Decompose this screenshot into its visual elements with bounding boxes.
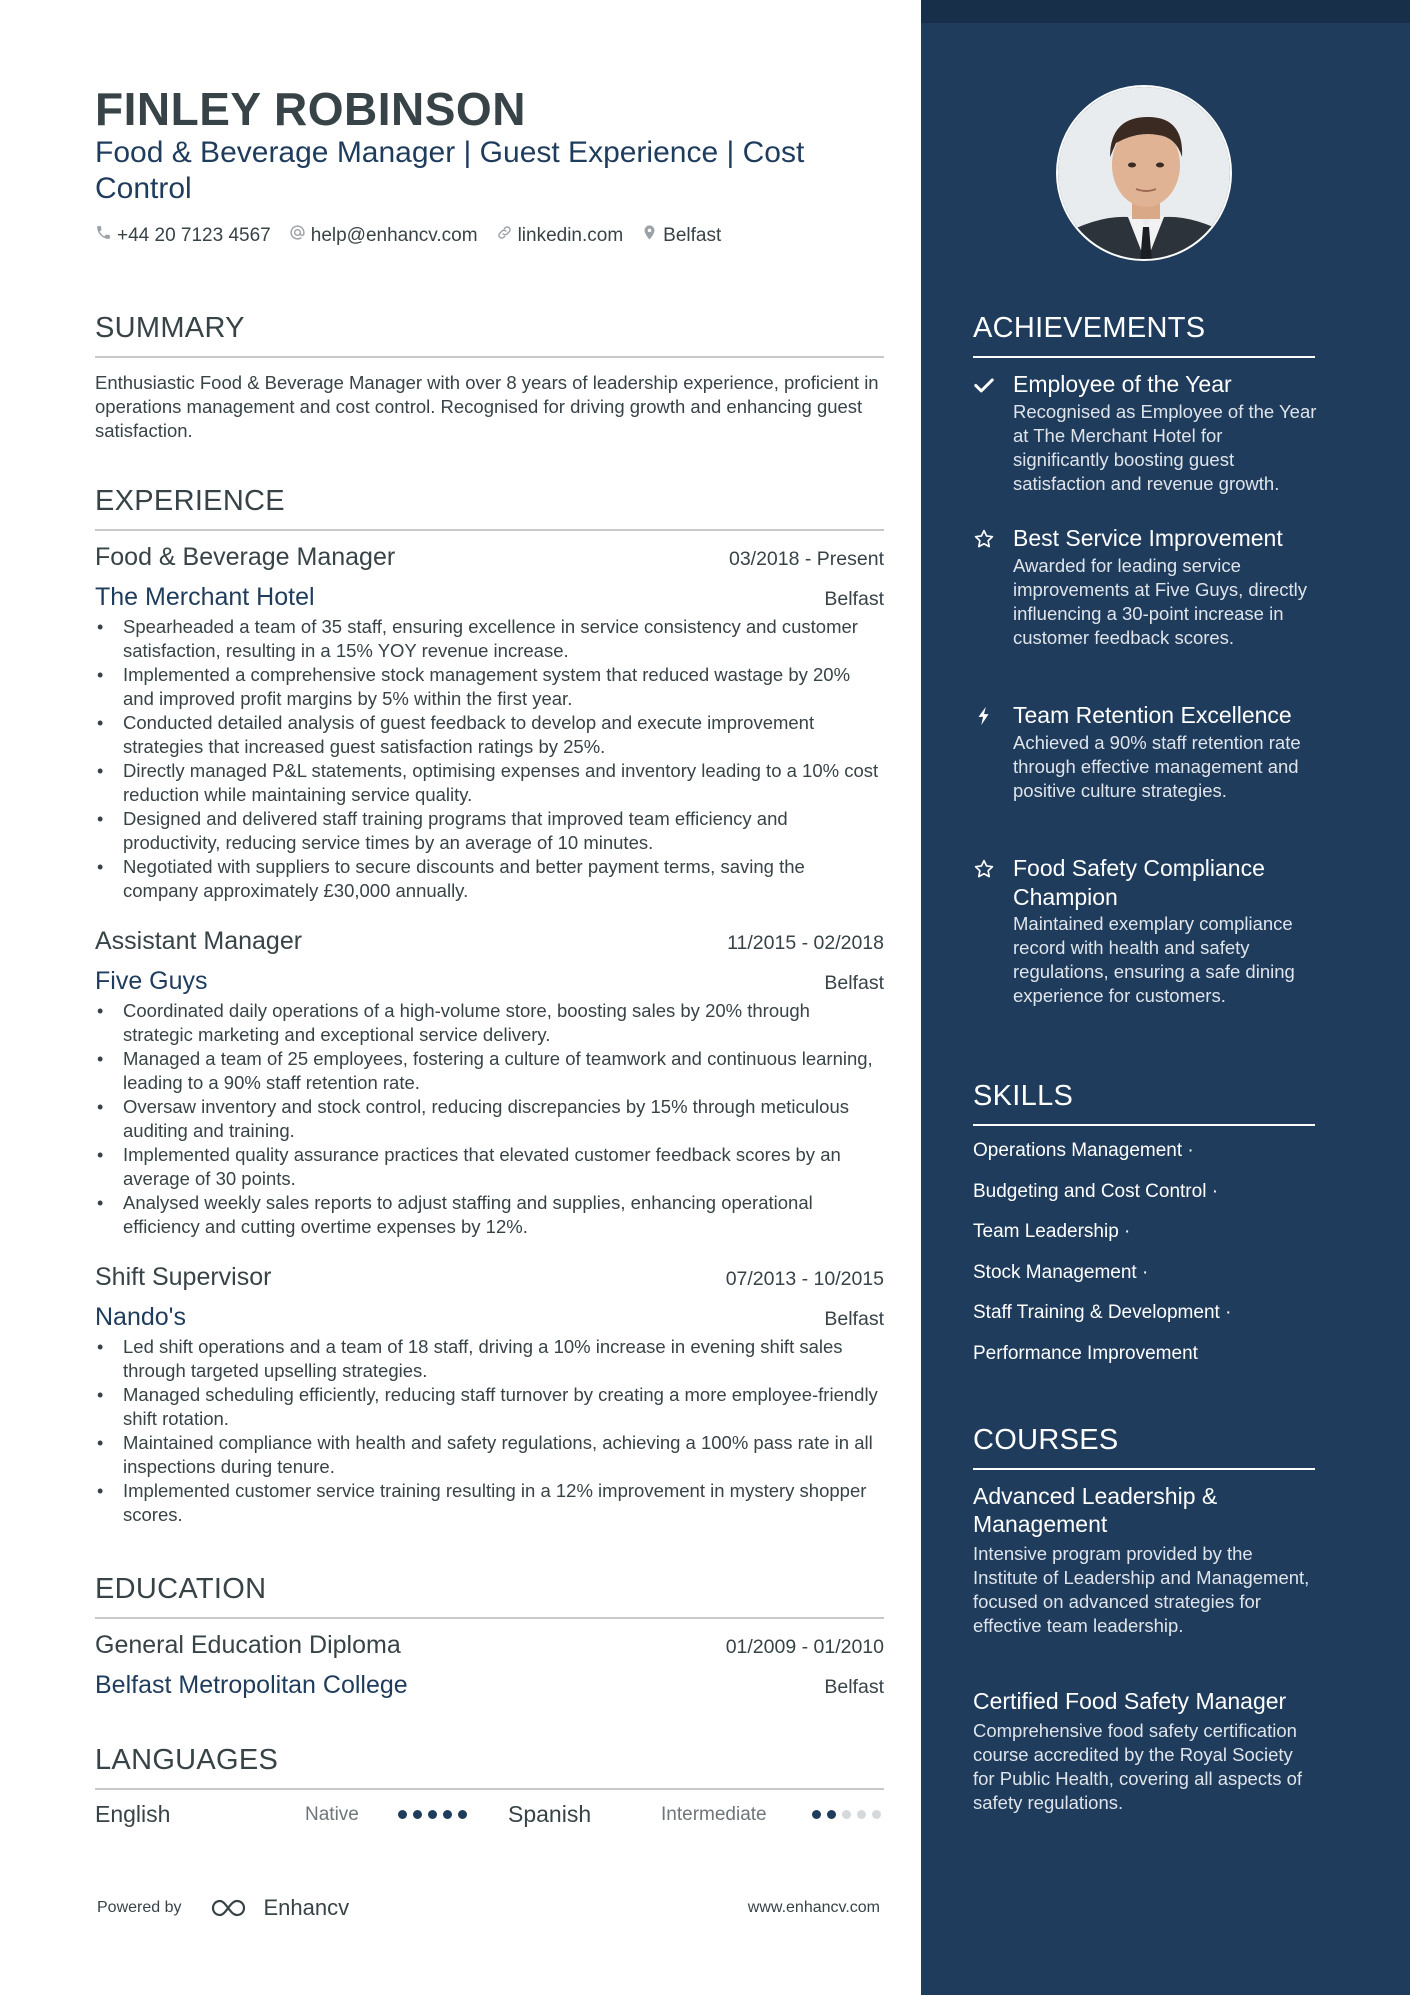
enhancv-logo[interactable]	[210, 1895, 350, 1921]
skill-separator: ·	[1211, 1181, 1219, 1202]
language-level: Intermediate	[661, 1803, 767, 1825]
skill-separator: ·	[1141, 1262, 1149, 1283]
course-title: Certified Food Safety Manager	[973, 1688, 1287, 1714]
experience-entry	[95, 541, 884, 903]
list-item: • Managed a team of 25 employees, fostering a culture of teamwork and continuous learning, leading to a 90% staff retention rate.	[95, 1047, 884, 1095]
achievement-item	[973, 524, 1318, 650]
rating-dot	[458, 1810, 467, 1819]
skill-label: Stock Management	[973, 1262, 1137, 1283]
summary-heading: SUMMARY	[95, 310, 884, 358]
achievement-item	[973, 370, 1318, 496]
footer-website[interactable]: www.enhancv.com	[747, 1899, 880, 1916]
achievements-heading: ACHIEVEMENTS	[973, 310, 1315, 358]
location-text: Belfast	[663, 224, 722, 246]
job-bullets	[95, 615, 884, 903]
list-item: • Implemented quality assurance practices that elevated customer feedback scores by an average of 30 points.	[95, 1143, 884, 1191]
job-location: Belfast	[824, 588, 884, 610]
job-bullets	[95, 1335, 884, 1527]
rating-dot	[872, 1810, 881, 1819]
brand-name: Enhancv	[263, 1895, 350, 1920]
phone-icon	[95, 224, 112, 247]
job-title: Shift Supervisor	[95, 1263, 272, 1291]
course-item	[973, 1482, 1318, 1638]
achievement-description: Recognised as Employee of the Year at The Merchant Hotel for significantly boosting guest satisfaction and revenue growth.	[1013, 401, 1317, 494]
language-rating	[398, 1810, 508, 1819]
job-dates: 11/2015 - 02/2018	[727, 932, 884, 954]
skill-item	[973, 1262, 1148, 1284]
languages-row	[95, 1801, 884, 1828]
education-dates: 01/2009 - 01/2010	[725, 1636, 884, 1658]
footer	[97, 1895, 880, 1921]
list-item: • Directly managed P&L statements, optimising expenses and inventory leading to a 10% cost reduction while maintaining service quality.	[95, 759, 884, 807]
job-company: Five Guys	[95, 967, 208, 995]
rating-dot	[827, 1810, 836, 1819]
powered-by	[97, 1895, 349, 1921]
education-heading: EDUCATION	[95, 1571, 884, 1619]
star-icon	[973, 524, 1013, 554]
skill-item	[973, 1302, 1231, 1324]
skill-label: Team Leadership	[973, 1221, 1119, 1242]
phone-text: +44 20 7123 4567	[117, 224, 271, 246]
skill-label: Budgeting and Cost Control	[973, 1181, 1207, 1202]
language-name: Spanish	[508, 1801, 592, 1827]
skill-item	[973, 1181, 1218, 1203]
list-item: • Oversaw inventory and stock control, reducing discrepancies by 15% through meticulous auditing and training.	[95, 1095, 884, 1143]
achievement-title: Best Service Improvement	[1013, 525, 1283, 551]
achievement-title: Team Retention Excellence	[1013, 702, 1292, 728]
rating-dot	[812, 1810, 821, 1819]
experience-heading: EXPERIENCE	[95, 483, 884, 531]
achievement-description: Achieved a 90% staff retention rate through effective management and positive culture strategies.	[1013, 732, 1301, 801]
skills-heading: SKILLS	[973, 1078, 1315, 1126]
course-title: Advanced Leadership & Management	[973, 1483, 1218, 1537]
experience-entry	[95, 925, 884, 1239]
list-item: • Led shift operations and a team of 18 staff, driving a 10% increase in evening shift sales through targeted upselling strategies.	[95, 1335, 884, 1383]
experience-entry	[95, 1261, 884, 1527]
skill-label: Performance Improvement	[973, 1343, 1198, 1364]
achievement-title: Employee of the Year	[1013, 371, 1232, 397]
candidate-name: FINLEY ROBINSON	[95, 83, 526, 135]
job-company: The Merchant Hotel	[95, 583, 315, 611]
lightning-icon	[973, 701, 1013, 731]
job-bullets	[95, 999, 884, 1239]
contact-phone[interactable]	[95, 224, 271, 247]
skill-label: Staff Training & Development	[973, 1302, 1220, 1323]
skill-item	[973, 1343, 1198, 1365]
education-school: Belfast Metropolitan College	[95, 1671, 408, 1699]
linkedin-text: linkedin.com	[517, 224, 624, 246]
contact-email[interactable]	[289, 224, 478, 247]
job-location: Belfast	[824, 1308, 884, 1330]
star-icon	[973, 854, 1013, 884]
achievement-description: Maintained exemplary compliance record with health and safety regulations, ensuring a safe dining experience for customers.	[1013, 913, 1295, 1006]
link-icon	[496, 224, 513, 247]
at-icon	[289, 224, 306, 247]
contact-linkedin[interactable]	[496, 224, 624, 247]
list-item: • Coordinated daily operations of a high-volume store, boosting sales by 20% through strategic marketing and exceptional service delivery.	[95, 999, 884, 1047]
contact-bar	[95, 224, 721, 247]
location-pin-icon	[641, 224, 658, 247]
course-description: Comprehensive food safety certification course accredited by the Royal Society for Public Health, covering all aspects of safety regulations.	[973, 1720, 1303, 1813]
list-item: • Implemented a comprehensive stock management system that reduced wastage by 20% and improved profit margins by 5% within the first year.	[95, 663, 884, 711]
list-item: • Conducted detailed analysis of guest feedback to develop and execute improvement strategies that increased guest satisfaction ratings by 25%.	[95, 711, 884, 759]
skill-item	[973, 1140, 1194, 1162]
language-rating	[812, 1810, 881, 1819]
education-entry	[95, 1629, 884, 1701]
job-title: Food & Beverage Manager	[95, 543, 396, 571]
list-item: • Spearheaded a team of 35 staff, ensuring excellence in service consistency and customer satisfaction, resulting in a 15% YOY revenue increase.	[95, 615, 884, 663]
skill-separator: ·	[1124, 1221, 1131, 1242]
list-item: • Designed and delivered staff training programs that improved team efficiency and productivity, reducing service times by an average of 10 minutes.	[95, 807, 884, 855]
avatar	[1056, 85, 1232, 261]
list-item: • Maintained compliance with health and safety regulations, achieving a 100% pass rate in all inspections during tenure.	[95, 1431, 884, 1479]
skill-label: Operations Management	[973, 1140, 1183, 1161]
courses-heading: COURSES	[973, 1422, 1315, 1470]
powered-by-label: Powered by	[97, 1899, 182, 1916]
email-text: help@enhancv.com	[310, 224, 478, 246]
candidate-title: Food & Beverage Manager | Guest Experience | Cost Control	[95, 136, 805, 205]
rating-dot	[398, 1810, 407, 1819]
list-item: • Implemented customer service training resulting in a 12% improvement in mystery shopper scores.	[95, 1479, 884, 1527]
achievement-description: Awarded for leading service improvements at Five Guys, directly influencing a 30-point increase in customer feedback scores.	[1013, 555, 1308, 648]
job-dates: 03/2018 - Present	[728, 548, 884, 570]
rating-dot	[857, 1810, 866, 1819]
achievement-item	[973, 701, 1318, 803]
summary-text: Enthusiastic Food & Beverage Manager with over 8 years of leadership experience, proficient in operations management and cost control. Recognised for driving growth and enhancing guest satisfaction.	[95, 372, 879, 441]
language-name: English	[95, 1801, 171, 1827]
achievement-title: Food Safety Compliance Champion	[1013, 855, 1265, 910]
rating-dot	[413, 1810, 422, 1819]
skill-separator: ·	[1187, 1140, 1194, 1161]
contact-location	[641, 224, 721, 247]
skill-item	[973, 1221, 1130, 1243]
job-dates: 07/2013 - 10/2015	[725, 1268, 884, 1290]
job-title: Assistant Manager	[95, 927, 303, 955]
education-location: Belfast	[824, 1676, 884, 1698]
job-location: Belfast	[824, 972, 884, 994]
achievement-item	[973, 854, 1318, 1008]
list-item: • Managed scheduling efficiently, reducing staff turnover by creating a more employee-friendly shift rotation.	[95, 1383, 884, 1431]
language-level: Native	[305, 1803, 359, 1825]
infinity-logo-icon	[210, 1896, 256, 1920]
course-item	[973, 1687, 1318, 1815]
list-item: • Negotiated with suppliers to secure discounts and better payment terms, saving the company approximately £30,000 annually.	[95, 855, 884, 903]
languages-heading: LANGUAGES	[95, 1742, 884, 1790]
rating-dot	[443, 1810, 452, 1819]
skill-separator: ·	[1225, 1302, 1232, 1323]
rating-dot	[428, 1810, 437, 1819]
checkmark-icon	[973, 370, 1013, 400]
rating-dot	[842, 1810, 851, 1819]
education-degree: General Education Diploma	[95, 1631, 401, 1659]
job-company: Nando's	[95, 1303, 186, 1331]
sidebar	[921, 0, 1410, 1995]
list-item: • Analysed weekly sales reports to adjust staffing and supplies, enhancing operational efficiency and cutting overtime expenses by 12%.	[95, 1191, 884, 1239]
sidebar-top-bar	[921, 0, 1410, 23]
course-description: Intensive program provided by the Institute of Leadership and Management, focused on advanced strategies for effective team leadership.	[973, 1543, 1310, 1636]
